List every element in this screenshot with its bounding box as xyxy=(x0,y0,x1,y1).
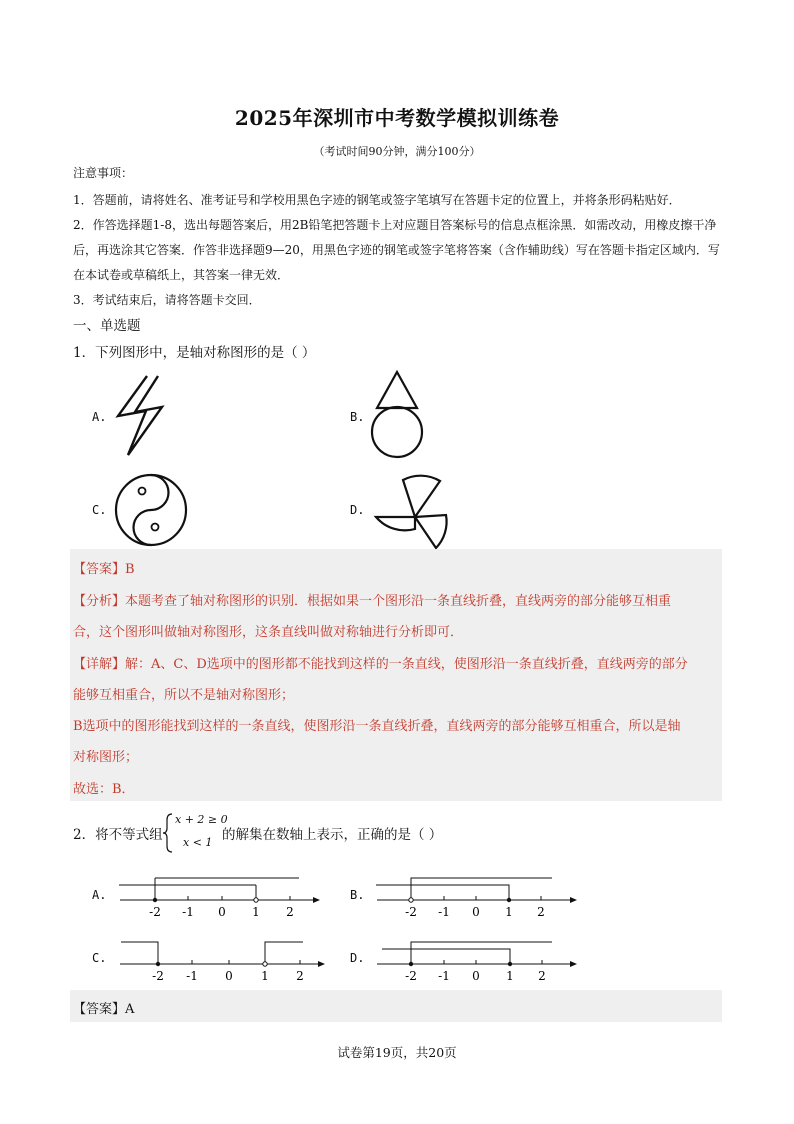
q1-detail-line4: 对称图形； xyxy=(73,750,139,765)
q1-analysis-line2: 合，这个图形叫做轴对称图形，这条直线叫做对称轴进行分析即可． xyxy=(73,625,464,640)
q2-answer-panel xyxy=(70,990,722,1022)
yin-yang-figure xyxy=(111,470,191,550)
tick-label: 1 xyxy=(506,969,514,983)
q1-stem: 1．下列图形中，是轴对称图形的是（ ） xyxy=(73,345,316,361)
q1-answer: 【答案】B xyxy=(73,562,135,577)
q2-inequality-1: x + 2 ≥ 0 xyxy=(175,813,228,826)
exam-subtitle: （考试时间90分钟，满分100分） xyxy=(313,145,481,158)
tick-label: -1 xyxy=(438,969,450,983)
tick-label: -1 xyxy=(438,905,450,919)
q2-stem-prefix: 2．将不等式组 xyxy=(73,827,163,843)
note-2-line3: 在本试卷或草稿纸上，其答案一律无效． xyxy=(73,268,290,282)
tick-label: -1 xyxy=(186,969,198,983)
q1-detail-line3: B选项中的图形能找到这样的一条直线，使图形沿一条直线折叠，直线两旁的部分能够互相重合，所以是轴 xyxy=(73,719,681,734)
q2-brace xyxy=(162,812,174,854)
q2-inequality-2: x < 1 xyxy=(183,836,213,849)
q1-answer-panel xyxy=(70,549,722,801)
q1-detail-line2: 能够互相重合，所以不是轴对称图形； xyxy=(73,688,295,703)
q1-option-c-label: C. xyxy=(92,503,107,517)
number-line-d xyxy=(372,934,582,984)
tick-label: 0 xyxy=(218,905,226,919)
tick-label: 1 xyxy=(505,905,513,919)
triangle-circle-figure xyxy=(368,368,426,462)
q1-option-b-label: B. xyxy=(350,410,365,424)
tick-label: -2 xyxy=(149,905,161,919)
tick-label: 1 xyxy=(261,969,269,983)
tick-label: 2 xyxy=(537,905,545,919)
number-line-c xyxy=(115,934,330,984)
notes-heading: 注意事项： xyxy=(73,166,134,180)
q2-stem-suffix: 的解集在数轴上表示，正确的是（ ） xyxy=(222,827,443,843)
q2-option-b-label: B. xyxy=(350,888,365,902)
lightning-figure xyxy=(112,372,168,460)
tick-label: 0 xyxy=(472,969,480,983)
q1-option-a-label: A. xyxy=(92,410,107,424)
fan-blades-figure xyxy=(370,467,470,553)
note-2-line2: 后，再选涂其它答案．作答非选择题9—20，用黑色字迹的钢笔或签字笔将答案（含作辅助线）写在答题卡指定区域内．写 xyxy=(73,243,720,257)
tick-label: -2 xyxy=(405,905,417,919)
page-footer: 试卷第19页，共20页 xyxy=(337,1045,457,1060)
q2-answer: 【答案】A xyxy=(73,1002,135,1017)
tick-label: 2 xyxy=(538,969,546,983)
tick-label: 0 xyxy=(225,969,233,983)
q2-option-c-label: C. xyxy=(92,951,107,965)
tick-label: 2 xyxy=(286,905,294,919)
tick-label: -1 xyxy=(182,905,194,919)
note-3: 3．考试结束后，请将答题卡交回． xyxy=(73,293,261,307)
q1-detail-line1: 【详解】解：A、C、D选项中的图形都不能找到这样的一条直线，使图形沿一条直线折叠，直线两旁的部分 xyxy=(73,657,688,672)
note-1: 1．答题前，请将姓名、准考证号和学校用黑色字迹的钢笔或签字笔填写在答题卡定的位置上，并将条形码粘贴好． xyxy=(73,193,681,207)
tick-label: -2 xyxy=(405,969,417,983)
section-heading: 一、单选题 xyxy=(73,318,141,334)
q1-option-d-label: D. xyxy=(350,503,365,517)
q2-option-a-label: A. xyxy=(92,888,107,902)
q2-option-d-label: D. xyxy=(350,951,365,965)
tick-label: 1 xyxy=(252,905,260,919)
tick-label: -2 xyxy=(152,969,164,983)
tick-label: 0 xyxy=(472,905,480,919)
number-line-b xyxy=(372,870,582,920)
q1-detail-line5: 故选：B． xyxy=(73,782,135,797)
page-title: 2025年深圳市中考数学模拟训练卷 xyxy=(234,106,560,130)
number-line-a xyxy=(115,870,325,920)
tick-label: 2 xyxy=(296,969,304,983)
note-2-line1: 2．作答选择题1-8，选出每题答案后，用2B铅笔把答题卡上对应题目答案标号的信息点框涂黑．如需改动，用橡皮擦干净 xyxy=(73,218,717,232)
q1-analysis-line1: 【分析】本题考查了轴对称图形的识别．根据如果一个图形沿一条直线折叠，直线两旁的部分能够互相重 xyxy=(73,594,672,609)
